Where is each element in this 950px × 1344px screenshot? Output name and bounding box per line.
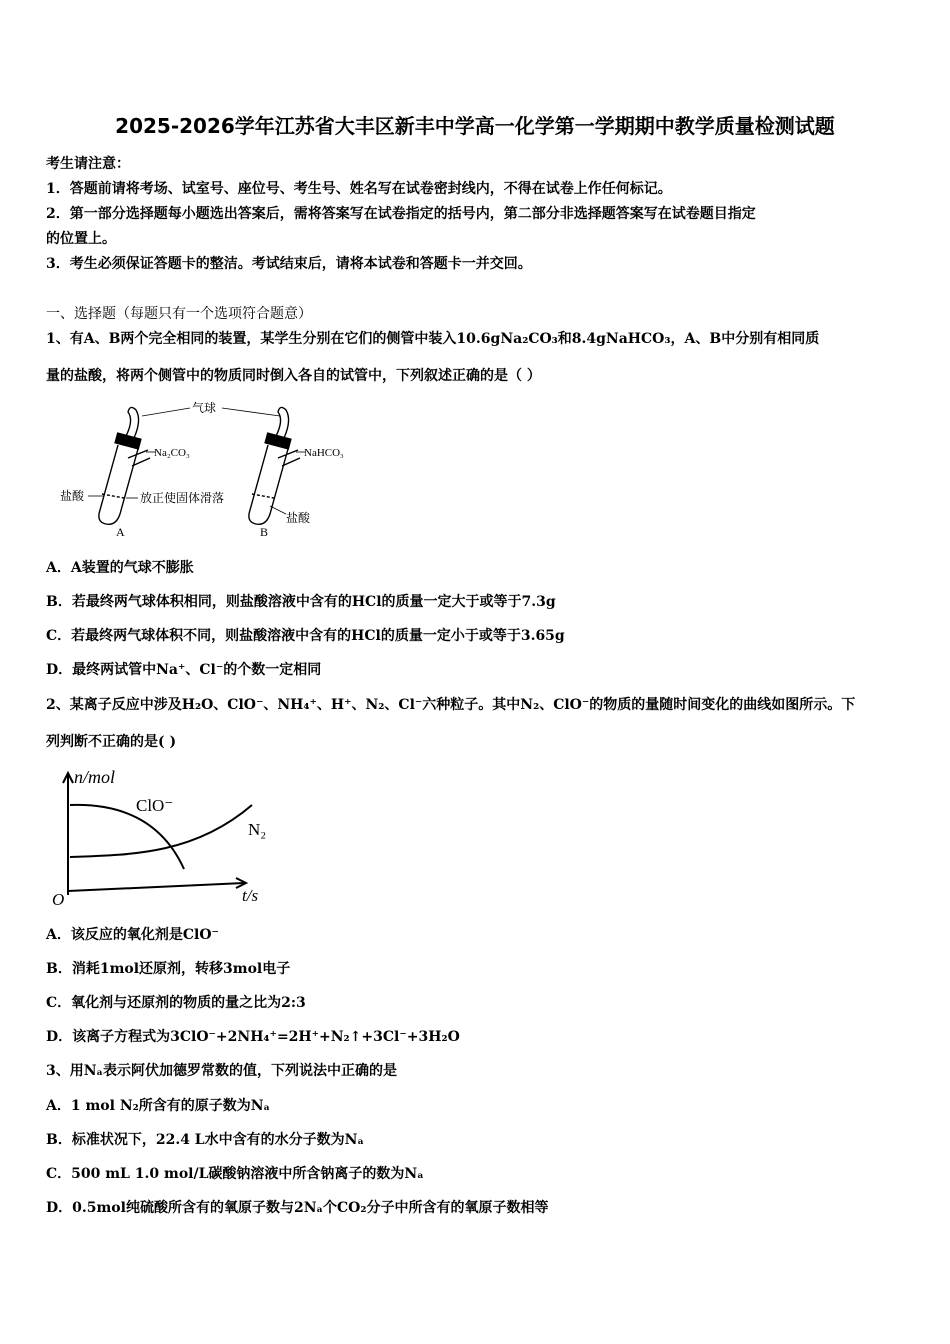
note-label: 放正使固体滑落: [140, 491, 225, 505]
origin-label: O: [52, 890, 65, 909]
acid-left-label: 盐酸: [60, 489, 85, 503]
balloon-label: 气球: [192, 401, 217, 415]
acid-right-label: 盐酸: [286, 511, 311, 525]
q3-stem: 3、用Nₐ表示阿伏加德罗常数的值，下列说法中正确的是: [46, 1063, 398, 1079]
notice-item: 2．第一部分选择题每小题选出答案后，需将答案写在试卷指定的括号内，第二部分非选择题答案写在试卷题目指定: [46, 206, 756, 222]
label-a: A: [116, 525, 125, 539]
notice-item: 3．考生必须保证答题卡的整洁。考试结束后，请将本试卷和答题卡一并交回。: [46, 256, 532, 272]
q2-option-a: A．该反应的氧化剂是ClO⁻: [46, 927, 219, 943]
q1-option-a: A．A装置的气球不膨胀: [46, 560, 194, 576]
section-heading: 一、选择题（每题只有一个选项符合题意）: [46, 306, 312, 322]
na2co3-label: Na₂CO₃: [154, 447, 190, 459]
q2-stem-line1: 2、某离子反应中涉及H₂O、ClO⁻、NH₄⁺、H⁺、N₂、Cl⁻六种粒子。其中N₂、ClO⁻的物质的量随时间变化的曲线如图所示。下: [46, 697, 856, 713]
q3-option-d: D．0.5mol纯硫酸所含有的氧原子数与2Nₐ个CO₂分子中所含有的氧原子数相等: [46, 1200, 549, 1216]
q1-stem-line1: 1、有A、B两个完全相同的装置，某学生分别在它们的侧管中装入10.6gNa₂CO₃和8.4gNaHCO₃，A、B中分别有相同质: [46, 331, 820, 347]
q1-option-c: C．若最终两气球体积不同，则盐酸溶液中含有的HCl的质量一定小于或等于3.65g: [46, 628, 565, 644]
q1-stem-line2: 量的盐酸，将两个侧管中的物质同时倒入各自的试管中，下列叙述正确的是（ ）: [46, 368, 541, 384]
x-axis: [68, 883, 244, 891]
n2-curve-label: N₂: [248, 820, 267, 839]
x-axis-label: t/s: [242, 886, 259, 905]
tube-b: [249, 407, 300, 524]
notice-item: 1．答题前请将考场、试室号、座位号、考生号、姓名写在试卷密封线内，不得在试卷上作任何标记。: [46, 181, 672, 197]
notice-item: 的位置上。: [46, 231, 116, 247]
q2-option-c: C．氧化剂与还原剂的物质的量之比为2:3: [46, 995, 306, 1011]
q2-option-d: D．该离子方程式为3ClO⁻+2NH₄⁺=2H⁺+N₂↑+3Cl⁻+3H₂O: [46, 1029, 460, 1045]
q2-graph-figure: [46, 765, 286, 913]
q3-option-b: B．标准状况下，22.4 L水中含有的水分子数为Nₐ: [46, 1132, 364, 1148]
q2-stem-line2: 列判断不正确的是( ): [46, 734, 177, 750]
q1-option-d: D．最终两试管中Na⁺、Cl⁻的个数一定相同: [46, 662, 322, 678]
page-title: 2025-2026学年江苏省大丰区新丰中学高一化学第一学期期中教学质量检测试题: [115, 114, 835, 138]
q1-apparatus-figure: [58, 400, 368, 542]
tube-a: [99, 407, 150, 524]
nahco3-label: NaHCO₃: [304, 447, 344, 459]
label-b: B: [260, 525, 269, 539]
y-axis-label: n/mol: [74, 767, 116, 787]
clo-curve-label: ClO⁻: [136, 796, 174, 815]
notice-heading: 考生请注意：: [46, 156, 130, 172]
q3-option-a: A．1 mol N₂所含有的原子数为Nₐ: [46, 1098, 271, 1114]
q1-option-b: B．若最终两气球体积相同，则盐酸溶液中含有的HCl的质量一定大于或等于7.3g: [46, 594, 556, 610]
q2-option-b: B．消耗1mol还原剂，转移3mol电子: [46, 961, 291, 977]
q3-option-c: C．500 mL 1.0 mol/L碳酸钠溶液中所含钠离子的数为Nₐ: [46, 1166, 424, 1182]
